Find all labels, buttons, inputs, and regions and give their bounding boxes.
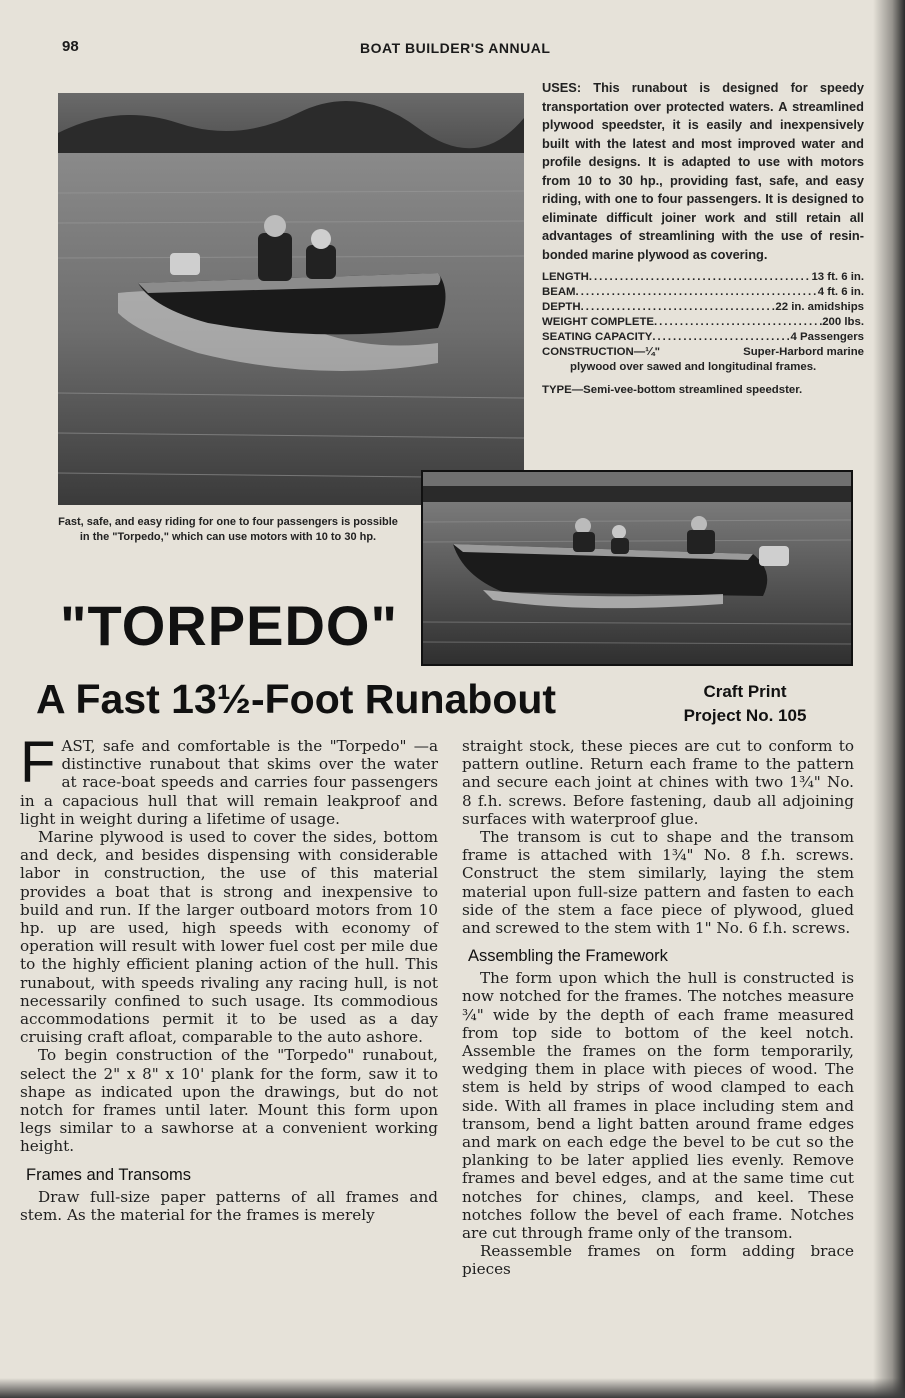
drop-cap: F: [20, 730, 56, 795]
construction-continued: plywood over sawed and longitudinal frames.: [570, 361, 817, 373]
paragraph: straight stock, these pieces are cut to conform to pattern outline. Return each frame to the pattern and secure each joint at chines with two 1¾" No. 8 f.h. screws. Before fastening, daub all adjoining surfaces with waterproof glue.: [462, 737, 854, 828]
article-column-left: [20, 730, 438, 1224]
section-heading: Frames and Transoms: [26, 1165, 192, 1184]
uses-text: USES: This runabout is designed for speedy transportation over protected waters. A streamlined plywood speedster, it is easily and inexpensively built with the latest and most improved water and profile designs. It is adapted to use with motors from 10 to 30 hp., providing fast, safe, and easy riding, with one to four passengers. It is designed to eliminate difficult joiner work and still retain all advantages of streamlining with the use of resin-bonded marine plywood as covering.: [542, 80, 864, 262]
spec-row-depth: DEPTH ..... 22 in. amidships: [542, 300, 864, 315]
article-column-right: [462, 737, 854, 1279]
paragraph: The transom is cut to shape and the transom frame is attached with 1¾" No. 8 f.h. screws. Construct the stem similarly, laying the stem material upon full-size pattern and fasten to each side of the stem a face piece of plywood, glued and screwed to the stem with 1" No. 6 f.h. screws.: [462, 828, 854, 938]
paragraph: The form upon which the hull is constructed is now notched for the frames. The notches measure ¾" wide by the depth of each frame measured from top side to bottom of the keel notch. Assemble the frames on the form temporarily, wedging them in place with pieces of wood. The stem is held by strips of wood clamped to each side. With all frames in place including stem and transom, bend a light batten around frame edges and mark on each edge the bevel to be cut so the planking to be later applied lies evenly. Remove frames and bevel edges, and at the same time cut notches for chines, clamps, and keel. These notches follow the bevel of each frame. Notches are cut through frame only of the transom.: [462, 969, 854, 1243]
spec-row-beam: BEAM ..... 4 ft. 6 in.: [542, 285, 864, 300]
running-title: BOAT BUILDER'S ANNUAL: [360, 40, 551, 56]
spec-row-seating: SEATING CAPACITY ..... 4 Passengers: [542, 330, 864, 345]
paragraph: Reassemble frames on form adding brace pieces: [462, 1242, 854, 1279]
page-bottom-shadow: [0, 1378, 905, 1398]
section-heading: Assembling the Framework: [468, 947, 668, 966]
spec-row-construction: CONSTRUCTION—¼" Super-Harbord marine: [542, 346, 864, 358]
boat-photo-top: [58, 93, 524, 505]
page-edge-shadow: [873, 0, 905, 1398]
paragraph: Draw full-size paper patterns of all frames and stem. As the material for the frames is merely: [20, 1187, 438, 1224]
paragraph: To begin construction of the "Torpedo" runabout, select the 2" x 8" x 10' plank for the form, saw it to shape as indicated upon the drawings, but do not notch for frames until later. Mount this form upon legs similar to a sawhorse at a convenient working height.: [20, 1046, 438, 1156]
craft-print-label: [640, 680, 850, 728]
photo-caption: Fast, safe, and easy riding for one to four passengers is possible in the "Torpedo," which can use motors with 10 to 30 hp.: [58, 516, 398, 543]
paragraph: FAST, safe and comfortable is the "Torpedo" —a distinctive runabout that skims over the water at race-boat speeds and carries four passengers in a capacious hull that will remain leakproof and light in weight during a lifetime of usage.: [20, 730, 438, 828]
article-title: "TORPEDO": [60, 594, 398, 657]
paragraph: Marine plywood is used to cover the sides, bottom and deck, and besides dispensing with considerable labor in construction, the use of this material provides a boat that is strong and inexpensive to build and run. If the larger outboard motors from 10 hp. up are used, high speeds with economy of operation will result with lower fuel cost per mile due to the highly efficient planing action of the hull. This runabout, with speeds rivaling any racing hull, is not necessarily confined to such usage. Its commodious accommodations permit it to be used as a day cruising craft afloat, comparable to the auto ashore.: [20, 828, 438, 1047]
spec-row-length: LENGTH ..... 13 ft. 6 in.: [542, 270, 864, 285]
spec-row-weight: WEIGHT COMPLETE ..... 200 lbs.: [542, 315, 864, 330]
page-number: 98: [62, 38, 79, 55]
specifications-box: [542, 79, 864, 398]
article-subtitle: A Fast 13½-Foot Runabout: [36, 676, 557, 722]
craft-print-line1: Craft Print: [703, 682, 787, 701]
spec-type: TYPE—Semi-vee-bottom streamlined speedster.: [542, 384, 803, 396]
spec-list: [542, 270, 864, 360]
project-number: Project No. 105: [683, 706, 807, 725]
boat-photo-bottom: [421, 470, 853, 666]
